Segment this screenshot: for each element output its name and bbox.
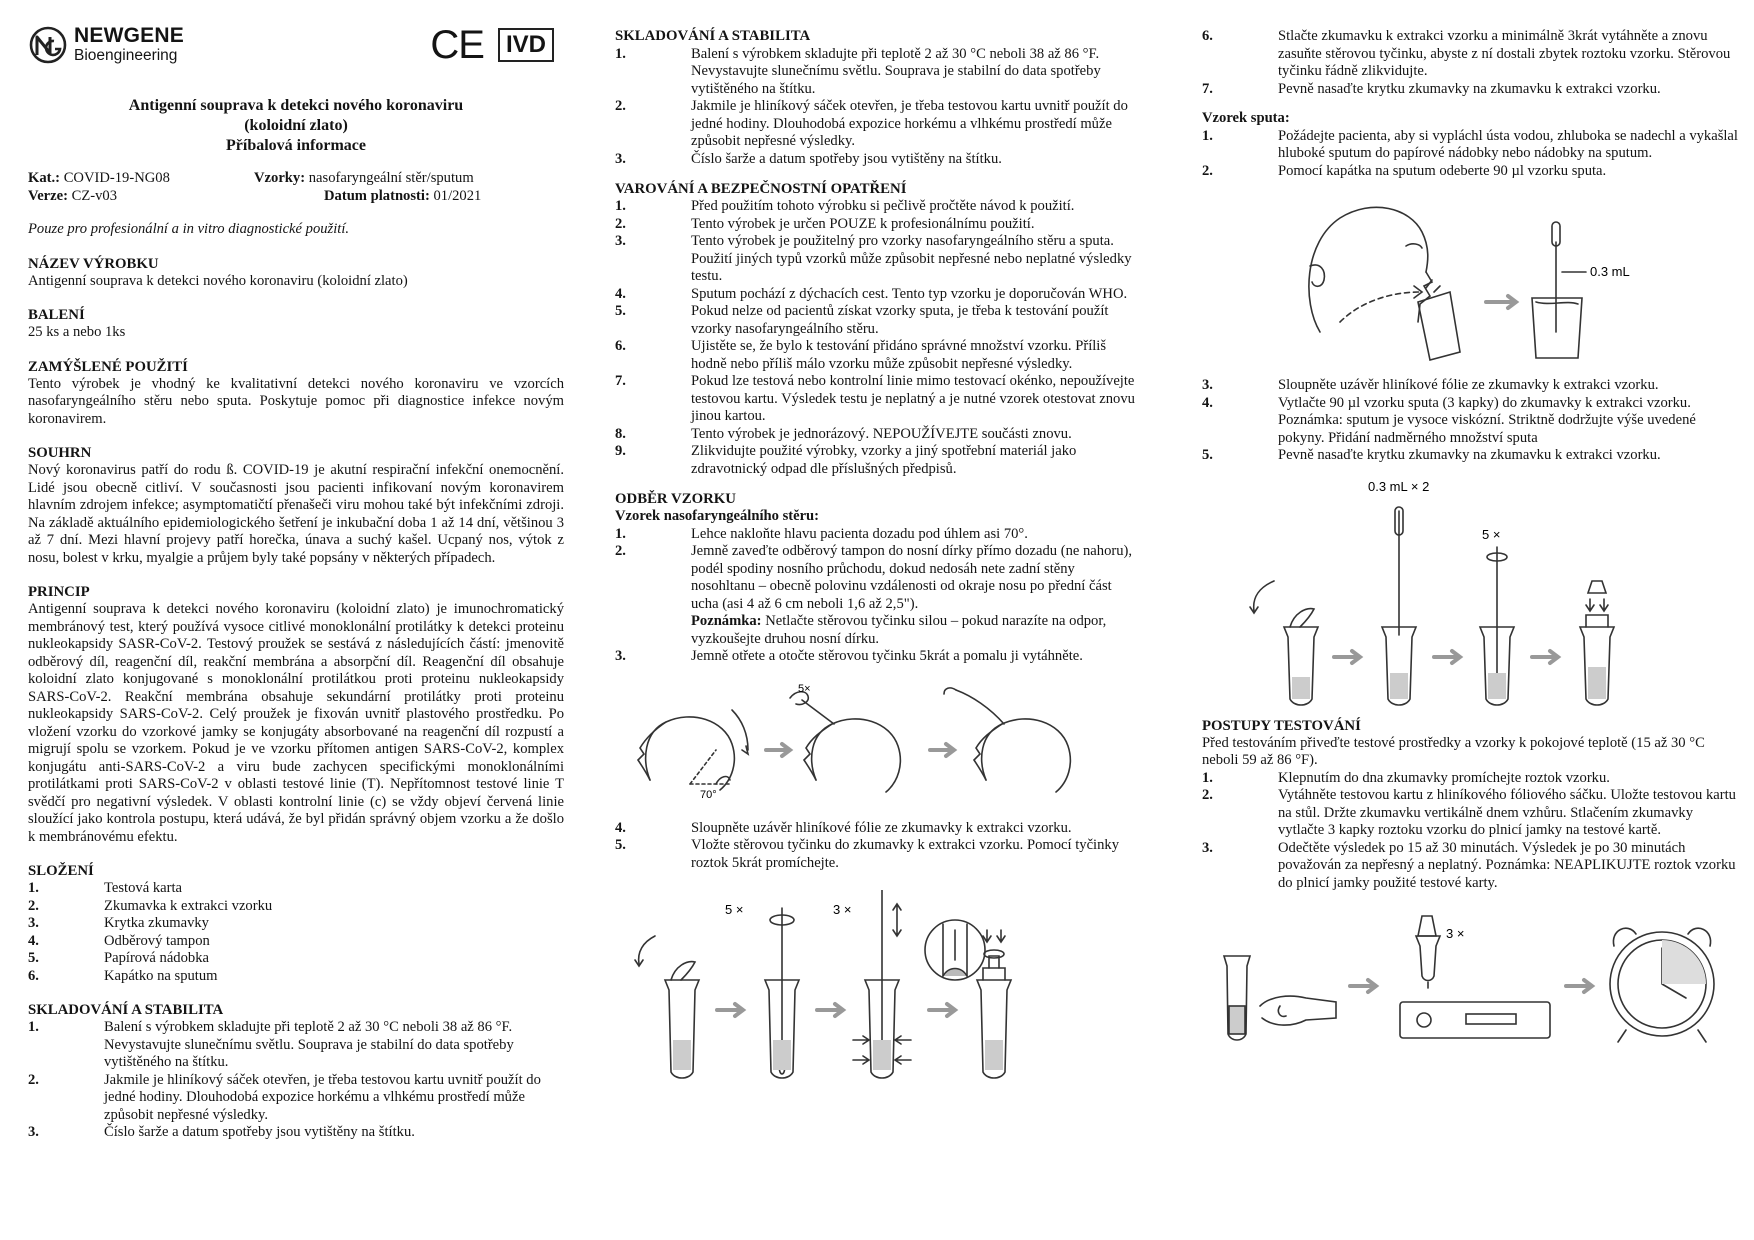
storage-list-left	[28, 1019, 564, 1142]
product-name-heading: NÁZEV VÝROBKU	[28, 255, 159, 272]
composition-list	[28, 880, 564, 985]
intended-use-text: Tento výrobek je vhodný ke kvalitativní detekci nového koronaviru ve vzorcích nasofaryngeálního stěru nebo sputa. Poskytuje pomoc při diagnostice infekce novým koronavirem.	[28, 375, 564, 427]
list-item: 8. Tento výrobek je jednorázový. NEPOUŽÍVEJTE součásti znovu.	[615, 425, 1072, 442]
naso-list-d	[1202, 28, 1738, 98]
document-title	[28, 96, 564, 156]
sample-liquid	[1292, 677, 1310, 699]
list-item: 4. Sloupněte uzávěr hliníkové fólie ze zkumavky k extrakci vzorku.	[615, 819, 1072, 836]
version-label: Verze:	[28, 187, 68, 204]
sputum-list-a	[1202, 128, 1738, 181]
sample-liquid	[673, 1040, 691, 1070]
test-procedure-illustration	[1210, 906, 1730, 1046]
intended-use-heading: ZAMÝŠLENÉ POUŽITÍ	[28, 358, 188, 375]
certification-marks	[430, 25, 554, 65]
sample-liquid	[1488, 673, 1506, 699]
composition-heading: SLOŽENÍ	[28, 863, 94, 879]
header-row	[28, 22, 564, 68]
list-item: 2. Vytáhněte testovou kartu z hliníkového fóliového sáčku. Uložte testovou kartu na stůl. Držte zkumavku vertikálně dnem vzhůru. Stlačením zkumavky vytlačte 3 kapky roztoku vzorku do plnicí jamky na testové kartě.	[1202, 787, 1736, 838]
list-item: 2. Tento výrobek je určen POUZE k profesionálnímu použití.	[615, 215, 1035, 232]
sputum-list-b	[1202, 377, 1738, 465]
sample-liquid	[773, 1040, 791, 1070]
note-label: Poznámka:	[691, 613, 762, 629]
list-item: 2. Jemně zaveďte odběrový tampon do nosní dírky přímo dozadu (ne nahoru), podél spodiny nosního průchodu, dokud nedosáh nete zadní stěny nosohltanu – obecně polovinu vzdálenosti od okraje nosu po přední část ucha (asi 4 až 6 cm neboli 1,6 až 2,5").	[615, 543, 1133, 612]
column-right	[1202, 22, 1738, 1046]
sample-liquid	[1390, 673, 1408, 699]
title-line-1: Antigenní souprava k detekci nového koronaviru	[128, 97, 464, 114]
list-item: 3. Číslo šarže a datum spotřeby jsou vytištěny na štítku.	[28, 1124, 415, 1140]
naso-list-a	[615, 526, 1135, 666]
newgene-logo	[28, 25, 184, 65]
summary-heading: SOUHRN	[28, 445, 92, 461]
cat-value: COVID-19-NG08	[63, 170, 170, 186]
list-item: 5. Pokud nelze od pacientů získat vzorky sputa, je třeba k testování použít vzorky nasofaryngeálního stěru.	[615, 303, 1109, 337]
sputum-extraction-illustration	[1230, 477, 1710, 707]
list-item: 1. Balení s výrobkem skladujte při teplotě 2 až 30 °C neboli 38 až 86 °F. Nevystavujte slunečnímu světlu. Souprava je stabilní do data spotřeby vytištěného na štítku.	[615, 45, 1101, 97]
product-meta	[28, 170, 564, 205]
ivd-mark: IVD	[498, 28, 554, 62]
drop-count-label: 3 ×	[1446, 926, 1465, 941]
list-item: 1. Lehce nakloňte hlavu pacienta dozadu pod úhlem asi 70°.	[615, 525, 1028, 542]
list-item: 3. Jemně otřete a otočte stěrovou tyčinku 5krát a pomalu ji vytáhněte.	[615, 648, 1083, 664]
list-item: 3. Číslo šarže a datum spotřeby jsou vytištěny na štítku.	[615, 150, 1002, 167]
sample-liquid	[1588, 667, 1606, 699]
figure-sputum	[1202, 192, 1738, 367]
warnings-list	[615, 198, 1135, 478]
stir-count-label: 5 ×	[725, 902, 744, 917]
sputum-illustration	[1280, 192, 1660, 367]
list-item: 3. Tento výrobek je použitelný pro vzorky nasofaryngeálního stěru a sputa. Použití jiných typů vzorků může způsobit nepřesné nebo neplatné výsledky testu.	[615, 233, 1132, 284]
sampling-heading: ODBĚR VZORKU	[615, 491, 736, 507]
title-line-3: Příbalová informace	[226, 137, 366, 154]
procedure-list	[1202, 770, 1738, 893]
angle-label: 70°	[700, 788, 717, 801]
storage-list	[615, 46, 1135, 169]
list-item: 2. Pomocí kapátka na sputum odeberte 90 µl vzorku sputa.	[1202, 162, 1607, 179]
storage-heading-left: SKLADOVÁNÍ A STABILITA	[28, 1002, 224, 1018]
procedure-heading: POSTUPY TESTOVÁNÍ	[1202, 717, 1361, 734]
list-item: 7. Pevně nasaďte krytku zkumavky na zkumavku k extrakci vzorku.	[1202, 80, 1661, 97]
storage-heading: SKLADOVÁNÍ A STABILITA	[615, 28, 811, 44]
product-name-text: Antigenní souprava k detekci nového koronaviru (koloidní zlato)	[28, 272, 408, 289]
list-item: 5. Vložte stěrovou tyčinku do zkumavky k extrakci vzorku. Pomocí tyčinky roztok 5krát promíchejte.	[615, 837, 1119, 871]
list-item: 9. Zlikvidujte použité výrobky, vzorky a jiný spotřební materiál jako zdravotnický odpad dle příslušných předpisů.	[615, 443, 1077, 477]
packaging-text: 25 ks a nebo 1ks	[28, 324, 126, 340]
list-item: 2. Jakmile je hliníkový sáček otevřen, je třeba testovou kartu uvnitř použít do jedné hodiny. Dlouhodobá expozice horkému a vlhkému prostředí může způsobit nepřesné výsledky.	[28, 1071, 541, 1123]
newgene-logo-icon	[28, 25, 68, 65]
samples-value: nasofaryngeální stěr/sputum	[308, 170, 474, 186]
summary-text: Nový koronavirus patří do rodu ß. COVID-19 je akutní respirační infekční onemocnění. Lidé jsou obecně citliví. V současnosti jsou pacienti infikovaní novým koronavirem hlavním zdrojem infekce; asymptomatičtí přenašeči viru mohou také být infekčními zdroji. Na základě aktuálního epidemiologického šetření je inkubační doba 1 až 14 dní, většinou 3 až 7 dní. Mezi hlavní projevy patří horečka, únava a suchý kašel. Ucpaný nos, výtok z nosu, bolest v krku, myalgie a průjem byly také popsány v některých případech.	[28, 462, 564, 566]
naso-heading: Vzorek nasofaryngeálního stěru:	[615, 508, 820, 524]
sample-liquid	[985, 1040, 1003, 1070]
list-item: 4. Odběrový tampon	[28, 932, 210, 949]
naso-list-c	[615, 820, 1135, 873]
samples-label: Vzorky:	[254, 170, 306, 186]
cat-label: Kat.:	[28, 170, 61, 186]
brand-subtitle: Bioengineering	[74, 47, 178, 64]
professional-use-note: Pouze pro profesionální a in vitro diagnostické použití.	[28, 221, 350, 237]
list-item: 3. Sloupněte uzávěr hliníkové fólie ze zkumavky k extrakci vzorku.	[1202, 377, 1659, 393]
list-item: 6. Kapátko na sputum	[28, 967, 218, 984]
figure-test-procedure	[1202, 906, 1738, 1046]
list-item: 1. Před použitím tohoto výrobku si pečlivě pročtěte návod k použití.	[615, 198, 1075, 214]
naso-note	[615, 613, 1135, 648]
nasal-swab-illustration	[620, 680, 1130, 806]
list-item: 4. Vytlačte 90 µl vzorku sputa (3 kapky) do zkumavky k extrakci vzorku. Poznámka: sputum je vysoce viskózní. Striktně dodržujte výše uvedené pokyny. Přidání nadměrného množství sputa	[1202, 394, 1696, 446]
rotation-label: 5×	[798, 682, 811, 695]
list-item: 4. Sputum pochází z dýchacích cest. Tento typ vzorku je doporučován WHO.	[615, 285, 1128, 302]
packaging-heading: BALENÍ	[28, 307, 85, 323]
mix-count-label: 5 ×	[1482, 526, 1501, 542]
figure-sputum-extraction	[1202, 477, 1738, 707]
principle-heading: PRINCIP	[28, 584, 90, 600]
note-text: Netlačte stěrovou tyčinku silou – pokud narazíte na odpor, vyzkoušejte druhou nosní dírku.	[691, 613, 1107, 647]
list-item: 5. Pevně nasaďte krytku zkumavky na zkumavku k extrakci vzorku.	[1202, 447, 1661, 463]
list-item: 1. Testová karta	[28, 880, 182, 896]
list-item: 7. Pokud lze testová nebo kontrolní linie mimo testovací okénko, nepoužívejte testovou kartu. Výsledek testu je neplatný a je nutné vzorek otestovat znovu jinou kartou.	[615, 373, 1135, 424]
list-item: 1. Balení s výrobkem skladujte při teplotě 2 až 30 °C neboli 38 až 86 °F. Nevystavujte slunečnímu světlu. Souprava je stabilní do data spotřeby vytištěného na štítku.	[28, 1019, 514, 1070]
figure-nasal-swab	[615, 680, 1135, 806]
extraction-illustration	[625, 890, 1125, 1080]
sputum-heading: Vzorek sputa:	[1202, 110, 1290, 126]
list-item: 6. Stlačte zkumavku k extrakci vzorku a minimálně 3krát vytáhněte a znovu zasuňte stěrovou tyčinku, abyste z ní dostali zbytek roztoku vzorku. Stěrovou tyčinku řádně zlikvidujte.	[1202, 28, 1731, 79]
procedure-intro: Před testováním přiveďte testové prostředky a vzorky k pokojové teplotě (15 až 30 °C neboli 59 až 86 °F).	[1202, 734, 1705, 768]
dropper-volume-label: 0.3 mL	[1590, 264, 1630, 279]
brand-name: NEWGENE	[74, 24, 184, 47]
validity-value: 01/2021	[433, 187, 482, 204]
list-item: 3. Krytka zkumavky	[28, 915, 209, 931]
list-item: 2. Jakmile je hliníkový sáček otevřen, je třeba testovou kartu uvnitř použít do jedné hodiny. Dlouhodobá expozice horkému a vlhkému prostředí může způsobit nepřesné výsledky.	[615, 98, 1128, 149]
ce-mark: CE	[430, 23, 484, 67]
sample-liquid	[873, 1040, 891, 1070]
squeeze-count-label: 3 ×	[833, 902, 852, 917]
list-item: 3. Odečtěte výsledek po 15 až 30 minutách. Výsledek je po 30 minutách považován za nepřesný a neplatný. Poznámka: NEAPLIKUJTE roztok vzorku do plnicí jamky použité testové karty.	[1202, 839, 1736, 891]
list-item: 1. Požádejte pacienta, aby si vypláchl ústa vodou, zhluboka se nadechl a vykašlal hluboké sputum do papírové nádobky nebo nádobky na sputum.	[1202, 127, 1738, 161]
list-item: 6. Ujistěte se, že bylo k testování přidáno správné množství vzorku. Příliš hodně nebo příliš málo vzorku může způsobit nepřesné výsledky.	[615, 338, 1107, 372]
list-item: 2. Zkumavka k extrakci vzorku	[28, 897, 273, 914]
title-line-2: (koloidní zlato)	[244, 117, 348, 134]
column-middle	[615, 22, 1135, 1080]
column-left	[28, 22, 564, 1142]
list-item: 5. Papírová nádobka	[28, 950, 209, 966]
timer-elapsed-segment	[1662, 940, 1706, 984]
volume-label: 0.3 mL × 2	[1368, 478, 1430, 494]
figure-extraction	[615, 890, 1135, 1080]
principle-text: Antigenní souprava k detekci nového koronaviru (koloidní zlato) je imunochromatický membránový test, který používá vysoce citlivé monoklonální protilátky k detekci proteinu nukleokapsidy SASR-CoV-2. Testový proužek se sestává z následujících částí: jmenovitě odběrový díl, reagenční díl, reakční membrána a absorpční díl. Reagenční díl obsahuje koloidní zlato konjugované s monoklonální protilátkou proti proteinu nukleokapsidy SARS-CoV-2. Reakční membrána obsahuje sekundární protilátky proti proteinu nukleokapsidy SARS-CoV-2. Celý proužek je fixován uvnitř plastového prostředku. Po vložení vzorku do vzorkové jamky se konjugáty absorbované na reagenční díl rozpustí a migrují spolu se vzorkem. Pokud je ve vzorku přítomen antigen SARS-CoV-2, komplex konjugátu anti-SARS-CoV-2 a viru bude zachycen specifickými monoklonálními protilátkami proti SARS-CoV-2 v oblasti testové linie (T). Nepřítomnost testové linie T svědčí pro negativní výsledek. V oblasti kontrolní linie (c) se vždy objeví červená linie sloužící jako kontrola postupu, která udává, že byl přidán správný objem vzorku a že došlo k membránovému efektu.	[28, 601, 564, 845]
validity-label: Datum platnosti:	[324, 187, 430, 204]
list-item: 1. Klepnutím do dna zkumavky promíchejte roztok vzorku.	[1202, 769, 1610, 786]
version-value: CZ-v03	[71, 187, 118, 204]
warnings-heading: VAROVÁNÍ A BEZPEČNOSTNÍ OPATŘENÍ	[615, 181, 907, 197]
